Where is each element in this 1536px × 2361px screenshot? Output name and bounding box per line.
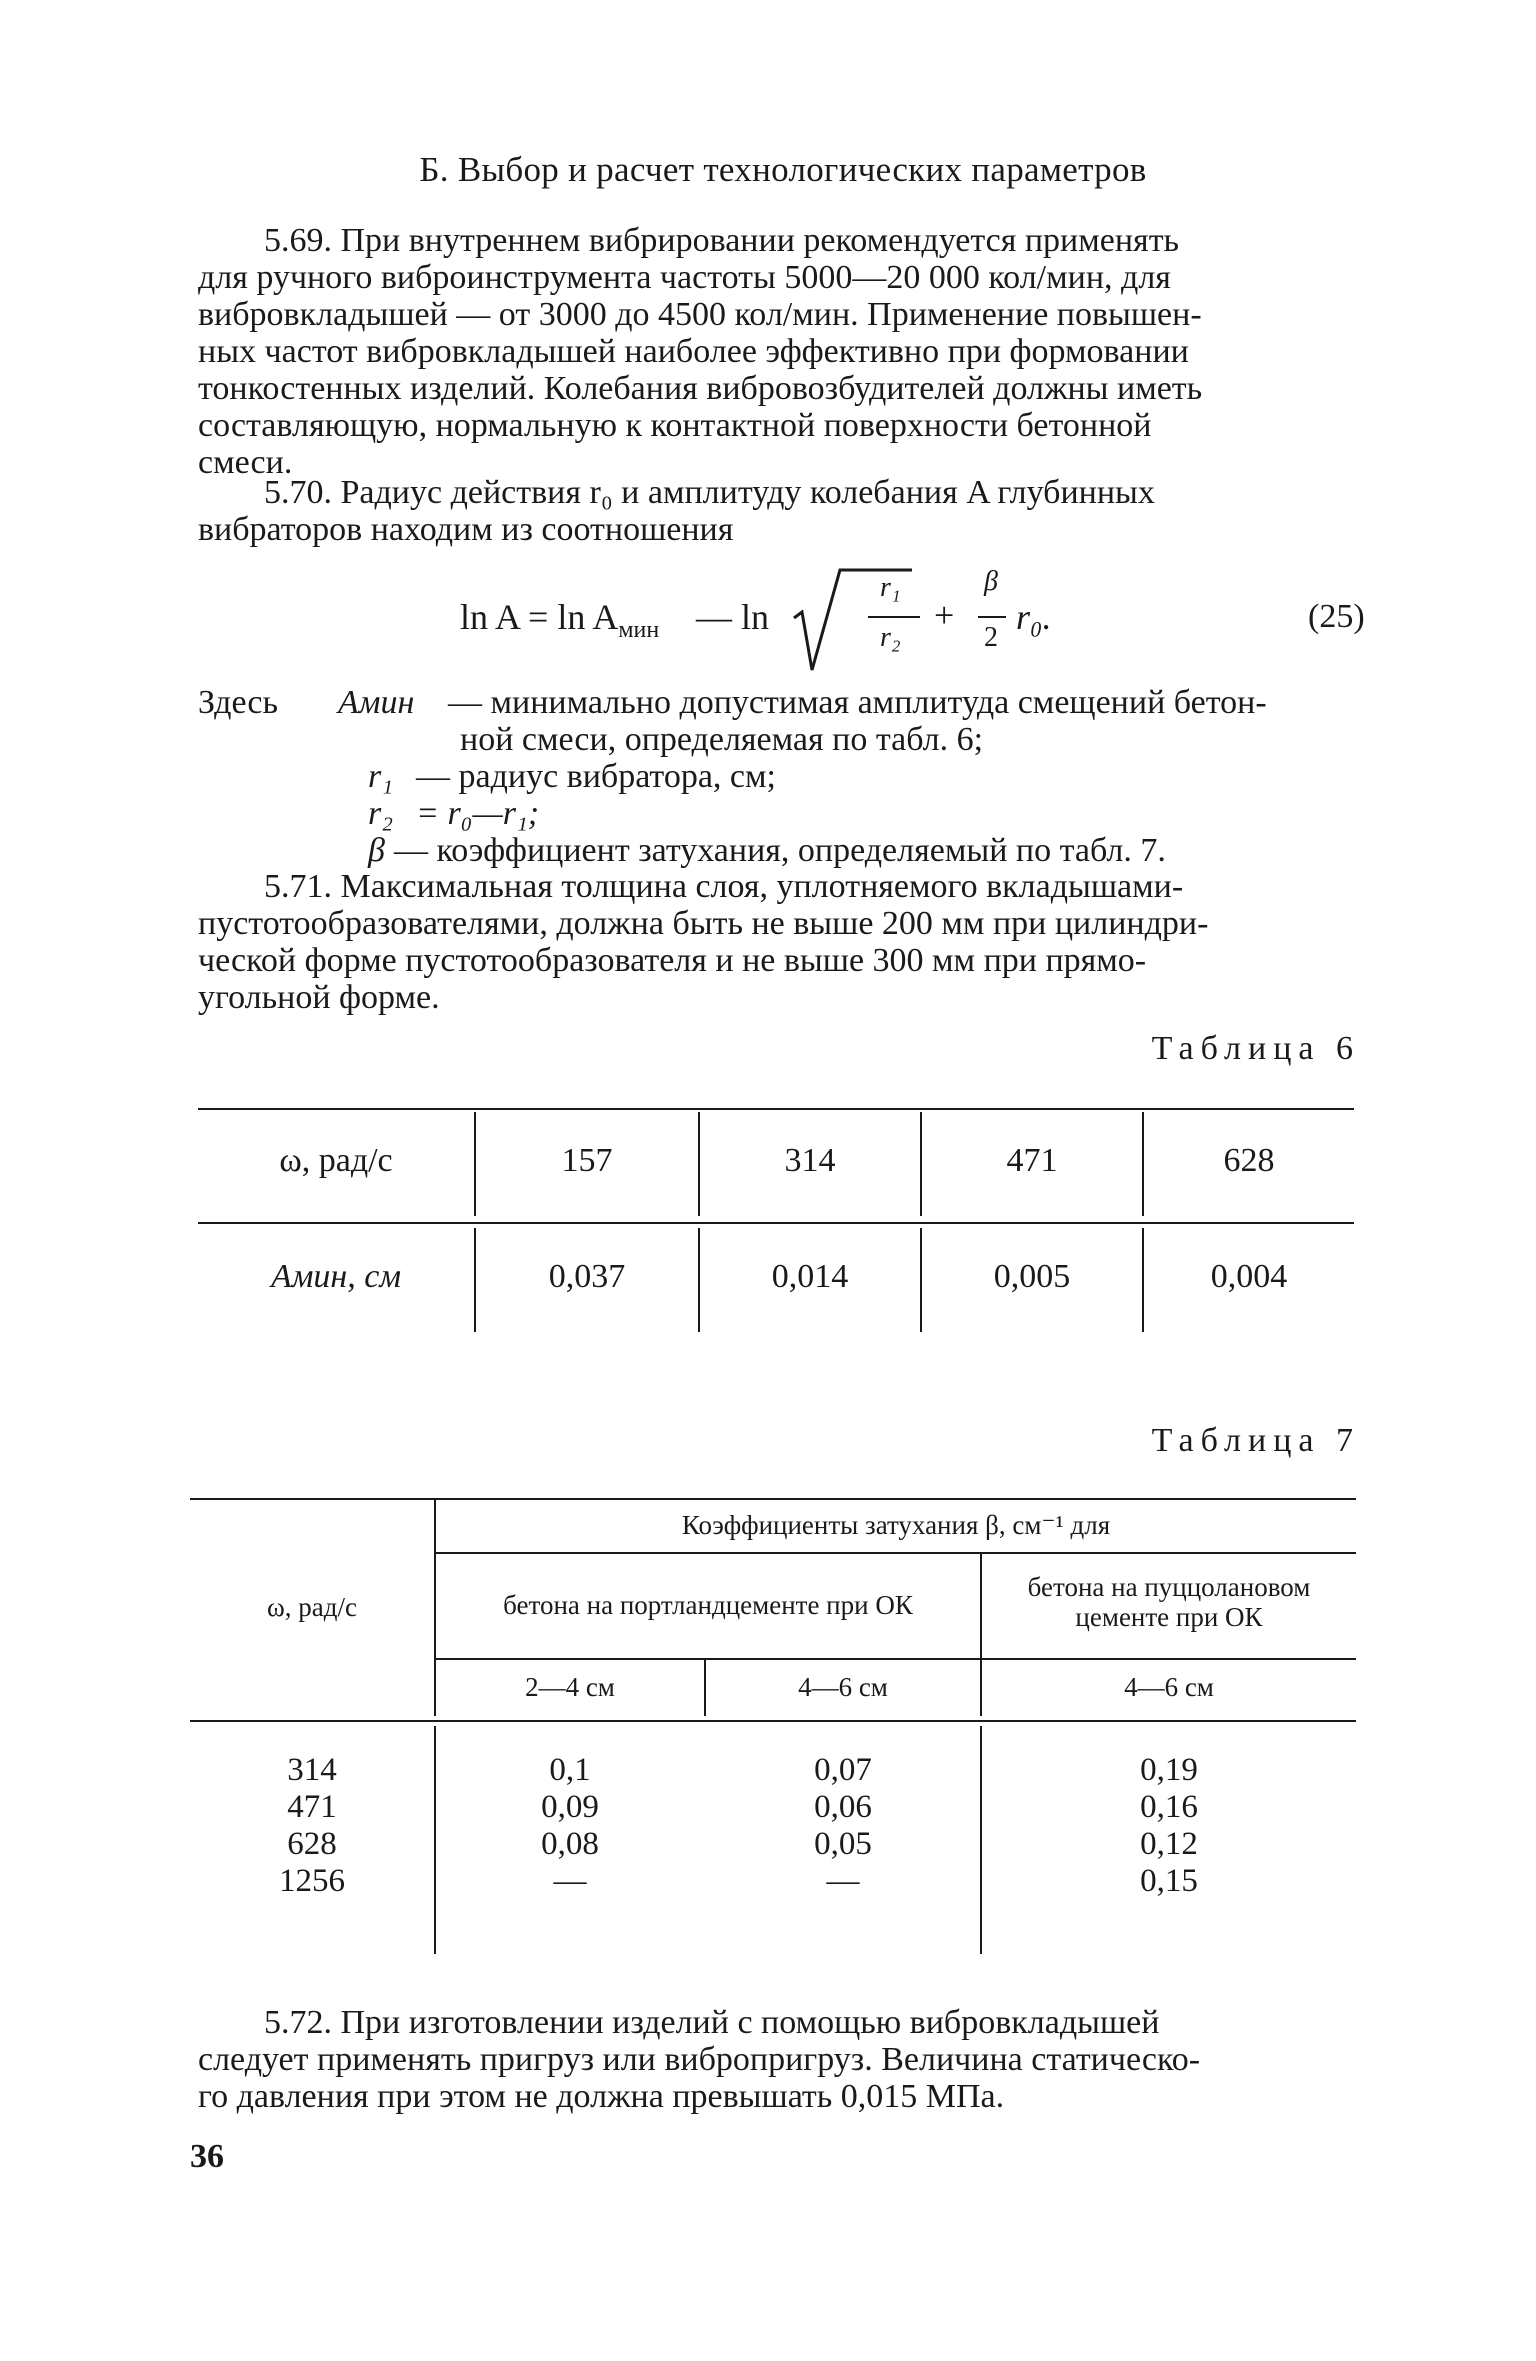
line-text: Максимальная толщина слоя, уплотняемого вкладышами-	[340, 868, 1184, 905]
definition-symbol: r₁	[368, 758, 394, 795]
paragraph-line: смеси.	[198, 444, 293, 481]
table-6-caption: Таблица 6	[1151, 1030, 1360, 1067]
table-7-cell: 0,19	[1140, 1752, 1198, 1788]
table-7-cell: 0,15	[1140, 1863, 1198, 1899]
definition-text: — радиус вибратора, см;	[416, 758, 776, 795]
fraction-denominator-r2: r₂	[880, 622, 901, 653]
paragraph-number: 5.70.	[264, 474, 332, 511]
table-7-cell: —	[553, 1863, 587, 1899]
table-7-subheader: 2—4 см	[525, 1672, 615, 1702]
formula-r0: r₀.	[1016, 597, 1052, 637]
paragraph-line: составляющую, нормальную к контактной поверхности бетонной	[198, 407, 1152, 444]
definition-text: ной смеси, определяемая по табл. 6;	[460, 721, 984, 758]
table-7-cell: 0,05	[814, 1826, 872, 1862]
fraction-numerator-r1: r₁	[880, 572, 901, 603]
table-rule	[198, 1222, 1354, 1224]
fraction-bar	[868, 616, 920, 618]
table-7-group-header	[982, 1572, 1356, 1632]
table-7-cell: 0,08	[541, 1826, 599, 1862]
paragraph-5-69	[198, 222, 1368, 481]
paragraph-5-70	[198, 474, 1368, 548]
paragraph-line	[198, 474, 1368, 511]
table-6	[198, 1106, 1354, 1336]
table-rule	[198, 1108, 1354, 1110]
section-title: Б. Выбор и расчет технологических параметров	[419, 150, 1147, 189]
paragraph-5-71	[198, 868, 1368, 1016]
definition-symbol: β	[368, 832, 385, 869]
table-6-cell: 0,004	[1210, 1258, 1288, 1295]
paragraph-line: го давления при этом не должна превышать 0,015 МПа.	[198, 2078, 1005, 2115]
table-rule	[190, 1498, 1356, 1500]
definition-symbol: r₂	[368, 795, 394, 832]
table-6-cell: 0,037	[548, 1258, 626, 1295]
paragraph-line	[198, 222, 1368, 259]
header-line: бетона на пуццолановом	[1027, 1572, 1311, 1602]
table-6-row-label: Aмин, см	[270, 1258, 402, 1295]
formula-plus: +	[934, 595, 955, 635]
table-7-cell: 471	[287, 1789, 337, 1825]
paragraph-line: угольной форме.	[198, 979, 440, 1016]
line-text: При внутреннем вибрировании рекомендуется применять	[340, 222, 1180, 259]
sqrt-sign-icon	[792, 566, 1172, 676]
definitions-lead: Здесь	[198, 684, 279, 721]
definition-row	[198, 758, 1368, 795]
table-7-col-2-4	[436, 1752, 704, 1900]
equation-number: (25)	[1308, 598, 1365, 635]
fraction-denominator-two: 2	[984, 622, 998, 653]
paragraph-line: вибровкладышей — от 3000 до 4500 кол/мин. Применение повышен-	[198, 296, 1202, 333]
paragraph-number: 5.71.	[264, 868, 332, 905]
header-line: цементе при ОК	[1075, 1602, 1263, 1632]
paragraph-number: 5.72.	[264, 2004, 332, 2041]
table-6-cell: 471	[1006, 1142, 1058, 1179]
definition-row	[198, 721, 1368, 758]
table-7-col-pozzolan	[982, 1752, 1356, 1900]
table-7-group-header: бетона на портландцементе при ОК	[503, 1590, 913, 1620]
paragraph-line: ческой форме пустотообразователя и не выше 300 мм при прямо-	[198, 942, 1147, 979]
definition-text: = r₀—r₁;	[416, 795, 540, 832]
table-7-col-4-6	[706, 1752, 980, 1900]
table-7-omega-column	[190, 1752, 434, 1900]
formula-lhs: $\ln A = \ln A_{мин}$	[460, 597, 660, 644]
table-6-row-label: ω, рад/с	[279, 1142, 393, 1179]
definition-row	[198, 795, 1368, 832]
table-7	[190, 1498, 1356, 1958]
line-text: Радиус действия r₀ и амплитуду колебания A глубинных	[340, 474, 1155, 511]
fraction-bar	[978, 616, 1006, 618]
paragraph-number: 5.69.	[264, 222, 332, 259]
paragraph-line	[198, 2004, 1368, 2041]
table-7-cell: 0,1	[549, 1752, 591, 1788]
table-7-cell: —	[826, 1863, 860, 1899]
table-6-cell: 314	[784, 1142, 836, 1179]
paragraph-line: пустотообразователями, должна быть не выше 200 мм при цилиндри-	[198, 905, 1209, 942]
table-7-cell: 0,06	[814, 1789, 872, 1825]
formula-25	[460, 566, 1160, 676]
table-7-cell: 314	[287, 1752, 337, 1788]
table-rule	[434, 1658, 1356, 1660]
formula-definitions	[198, 684, 1368, 869]
table-6-cell: 157	[561, 1142, 613, 1179]
definition-row	[198, 832, 1368, 869]
table-7-column-label: ω, рад/с	[267, 1592, 357, 1622]
table-6-cell: 0,014	[771, 1258, 849, 1295]
definition-symbol: Aмин	[338, 684, 415, 721]
table-rule	[434, 1552, 1356, 1554]
paragraph-line: вибраторов находим из соотношения	[198, 511, 734, 548]
paragraph-line: для ручного виброинструмента частоты 5000—20 000 кол/мин, для	[198, 259, 1171, 296]
paragraph-5-72	[198, 2004, 1368, 2115]
paragraph-line: тонкостенных изделий. Колебания вибровозбудителей должны иметь	[198, 370, 1203, 407]
table-7-cell: 0,07	[814, 1752, 872, 1788]
table-7-cell: 0,16	[1140, 1789, 1198, 1825]
definition-row	[198, 684, 1368, 721]
table-6-cell: 628	[1223, 1142, 1275, 1179]
definition-text: — коэффициент затухания, определяемый по табл. 7.	[394, 832, 1166, 869]
page-number: 36	[190, 2138, 224, 2175]
paragraph-line: ных частот вибровкладышей наиболее эффективно при формовании	[198, 333, 1189, 370]
table-7-caption: Таблица 7	[1151, 1422, 1360, 1459]
paragraph-line: следует применять пригруз или вибропригруз. Величина статическо-	[198, 2041, 1201, 2078]
table-7-cell: 628	[287, 1826, 337, 1862]
table-rule	[190, 1720, 1356, 1722]
formula-minus-ln: — ln	[696, 597, 770, 637]
line-text: При изготовлении изделий с помощью вибровкладышей	[340, 2004, 1160, 2041]
fraction-numerator-beta: β	[984, 566, 998, 597]
table-7-subheader: 4—6 см	[798, 1672, 888, 1702]
table-7-cell: 0,09	[541, 1789, 599, 1825]
table-7-cell: 0,12	[1140, 1826, 1198, 1862]
table-6-cell: 0,005	[993, 1258, 1071, 1295]
paragraph-line	[198, 868, 1368, 905]
table-7-cell: 1256	[279, 1863, 345, 1899]
definition-text: — минимально допустимая амплитуда смещений бетон-	[448, 684, 1267, 721]
table-7-subheader: 4—6 см	[1124, 1672, 1214, 1702]
table-7-header-top: Коэффициенты затухания β, см⁻¹ для	[681, 1510, 1111, 1540]
